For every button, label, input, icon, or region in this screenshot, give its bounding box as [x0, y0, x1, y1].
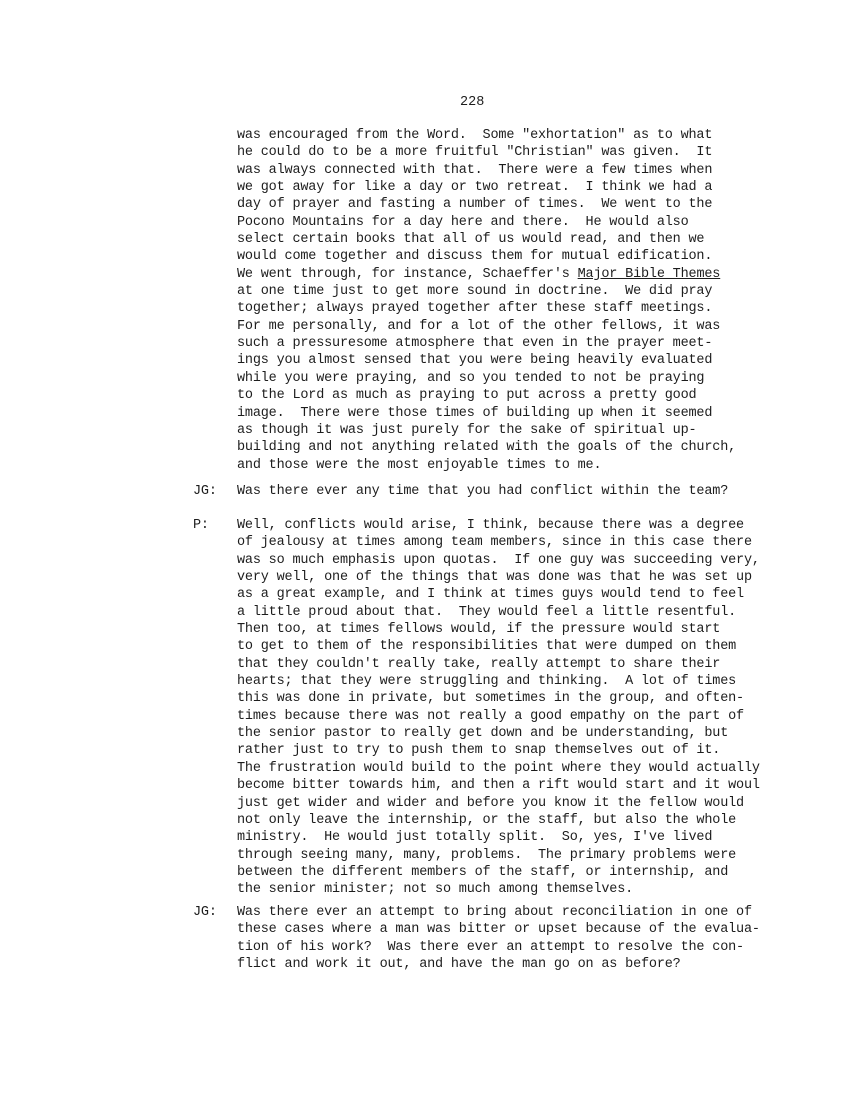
paragraph-line: he could do to be a more fruitful "Christian" was given. It: [237, 145, 713, 161]
speaker-label: JG:: [193, 484, 217, 499]
paragraph-line: and those were the most enjoyable times to me.: [237, 457, 602, 473]
paragraph-line: just get wider and wider and before you know it the fellow would: [237, 795, 744, 811]
paragraph-line: hearts; that they were struggling and thinking. A lot of times: [237, 674, 737, 690]
question-paragraph: [237, 904, 837, 973]
paragraph-line: flict and work it out, and have the man go on as before?: [237, 957, 681, 973]
continuation-paragraph: [237, 127, 837, 474]
paragraph-line: to get to them of the responsibilities that were dumped on them: [237, 639, 737, 655]
paragraph-line: through seeing many, many, problems. The primary problems were: [237, 847, 737, 863]
paragraph-line: Well, conflicts would arise, I think, because there was a degree: [237, 518, 744, 533]
paragraph-line: the senior minister; not so much among themselves.: [237, 882, 634, 898]
paragraph-line: this was done in private, but sometimes in the group, and often-: [237, 691, 744, 707]
paragraph-line: tion of his work? Was there ever an attempt to resolve the con-: [237, 939, 744, 955]
paragraph-line: between the different members of the staff, or internship, and: [237, 864, 729, 880]
paragraph-line: as a great example, and I think at times guys would tend to feel: [237, 587, 744, 603]
paragraph-line: Was there ever any time that you had conflict within the team?: [237, 484, 729, 499]
paragraph-line: together; always prayed together after these staff meetings.: [237, 301, 713, 317]
answer-paragraph: [237, 517, 837, 899]
paragraph-line: not only leave the internship, or the staff, but also the whole: [237, 812, 737, 828]
question-paragraph: [237, 483, 837, 500]
paragraph-line: The frustration would build to the point where they would actually: [237, 760, 760, 776]
paragraph-line: ministry. He would just totally split. So, yes, I've lived: [237, 830, 713, 846]
paragraph-line: of jealousy at times among team members, since in this case there: [237, 535, 752, 551]
paragraph-line: was always connected with that. There were a few times when: [237, 162, 713, 178]
paragraph-line: ings you almost sensed that you were being heavily evaluated: [237, 353, 713, 369]
book-title: Major Bible Themes: [577, 266, 721, 282]
paragraph-line: day of prayer and fasting a number of times. We went to the: [237, 197, 713, 213]
paragraph-line: was encouraged from the Word. Some "exhortation" as to what: [237, 128, 713, 143]
paragraph-line: select certain books that all of us would read, and then we: [237, 232, 705, 248]
paragraph-line: to the Lord as much as praying to put across a pretty good: [237, 388, 697, 404]
paragraph-line: as though it was just purely for the sake of spiritual up-: [237, 422, 697, 438]
page-number: 228: [460, 95, 485, 110]
paragraph-line: become bitter towards him, and then a rift would start and it woul: [237, 778, 760, 794]
paragraph-line: image. There were those times of building up when it seemed: [237, 405, 713, 421]
paragraph-line: at one time just to get more sound in doctrine. We did pray: [237, 284, 713, 300]
paragraph-line: very well, one of the things that was done was that he was set up: [237, 570, 752, 586]
paragraph-line: would come together and discuss them for mutual edification.: [237, 249, 713, 265]
paragraph-line: For me personally, and for a lot of the other fellows, it was: [237, 318, 721, 334]
paragraph-line: the senior pastor to really get down and be understanding, but: [237, 726, 729, 742]
paragraph-line: such a pressuresome atmosphere that even in the prayer meet-: [237, 336, 713, 352]
paragraph-line-lead: We went through, for instance, Schaeffer's: [237, 266, 578, 282]
paragraph-line: Then too, at times fellows would, if the pressure would start: [237, 622, 721, 638]
paragraph-line: was so much emphasis upon quotas. If one guy was succeeding very,: [237, 552, 760, 568]
paragraph-line: we got away for like a day or two retreat. I think we had a: [237, 180, 713, 196]
speaker-label: P:: [193, 518, 209, 533]
paragraph-line: Was there ever an attempt to bring about reconciliation in one of: [237, 905, 752, 920]
paragraph-line: building and not anything related with the goals of the church,: [237, 440, 737, 456]
paragraph-line: these cases where a man was bitter or upset because of the evalua-: [237, 922, 760, 938]
paragraph-line: Pocono Mountains for a day here and there. He would also: [237, 214, 689, 230]
paragraph-line: that they couldn't really take, really attempt to share their: [237, 656, 721, 672]
paragraph-line: times because there was not really a good empathy on the part of: [237, 708, 744, 724]
paragraph-line: while you were praying, and so you tended to not be praying: [237, 370, 705, 386]
paragraph-line: rather just to try to push them to snap themselves out of it.: [237, 743, 721, 759]
speaker-label: JG:: [193, 905, 217, 920]
paragraph-line-with-title: [237, 266, 837, 283]
paragraph-line: a little proud about that. They would feel a little resentful.: [237, 604, 737, 620]
